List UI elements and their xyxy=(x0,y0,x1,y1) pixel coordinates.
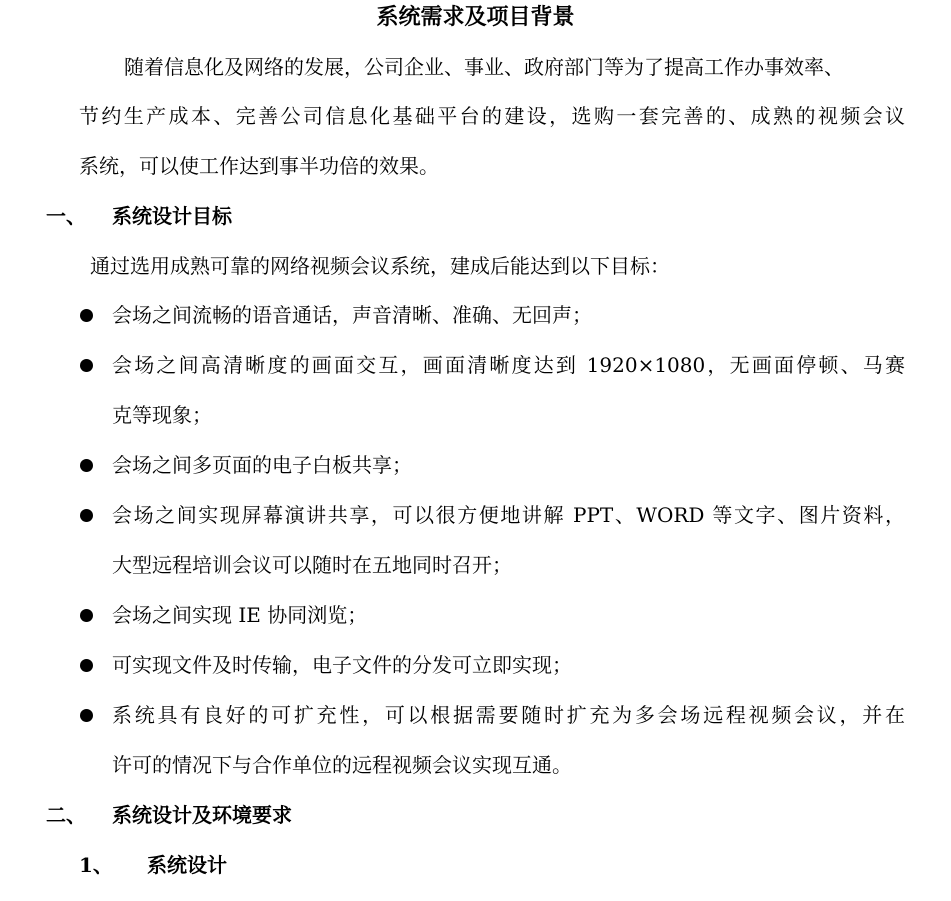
bullet-item-3: 会场之间多页面的电子白板共享； xyxy=(112,453,412,477)
section-1-lead: 通过选用成熟可靠的网络视频会议系统，建成后能达到以下目标： xyxy=(90,254,670,278)
bullet-dot-icon xyxy=(80,509,93,522)
subsection-1-title: 系统设计 xyxy=(147,853,227,877)
bullet-item-6: 可实现文件及时传输，电子文件的分发可立即实现； xyxy=(112,653,572,677)
bullet-dot-icon xyxy=(80,459,93,472)
section-2-title: 系统设计及环境要求 xyxy=(112,803,292,827)
bullet-item-7-line-1: 系统具有良好的可扩充性，可以根据需要随时扩充为多会场远程视频会议，并在 xyxy=(112,703,905,727)
bullet-item-5: 会场之间实现 IE 协同浏览； xyxy=(112,603,368,627)
bullet-item-4-line-1: 会场之间实现屏幕演讲共享，可以很方便地讲解 PPT、WORD 等文字、图片资料， xyxy=(112,503,905,527)
bullet-dot-icon xyxy=(80,309,93,322)
bullet-item-2-line-1: 会场之间高清晰度的画面交互，画面清晰度达到 1920×1080，无画面停顿、马赛 xyxy=(112,353,905,377)
section-2-heading xyxy=(46,802,292,828)
section-1-title: 系统设计目标 xyxy=(112,204,232,228)
section-2-number: 二、 xyxy=(46,803,86,827)
bullet-dot-icon xyxy=(80,659,93,672)
bullet-dot-icon xyxy=(80,609,93,622)
intro-line-1: 随着信息化及网络的发展，公司企业、事业、政府部门等为了提高工作办事效率、 xyxy=(124,55,844,79)
bullet-item-7-line-2: 许可的情况下与合作单位的远程视频会议实现互通。 xyxy=(112,753,572,777)
intro-line-2: 节约生产成本、完善公司信息化基础平台的建设，选购一套完善的、成熟的视频会议 xyxy=(79,104,905,128)
bullet-item-4-line-2: 大型远程培训会议可以随时在五地同时召开； xyxy=(112,553,512,577)
bullet-dot-icon xyxy=(80,709,93,722)
section-1-number: 一、 xyxy=(46,204,86,228)
bullet-item-2-line-2: 克等现象； xyxy=(112,403,212,427)
section-1-heading xyxy=(46,203,232,229)
bullet-item-1: 会场之间流畅的语音通话，声音清晰、准确、无回声； xyxy=(112,303,592,327)
bullet-dot-icon xyxy=(80,359,93,372)
page-title: 系统需求及项目背景 xyxy=(376,4,575,30)
subsection-1-number: 1、 xyxy=(79,853,113,877)
intro-line-3: 系统，可以使工作达到事半功倍的效果。 xyxy=(79,154,439,178)
subsection-1-heading xyxy=(79,852,227,878)
